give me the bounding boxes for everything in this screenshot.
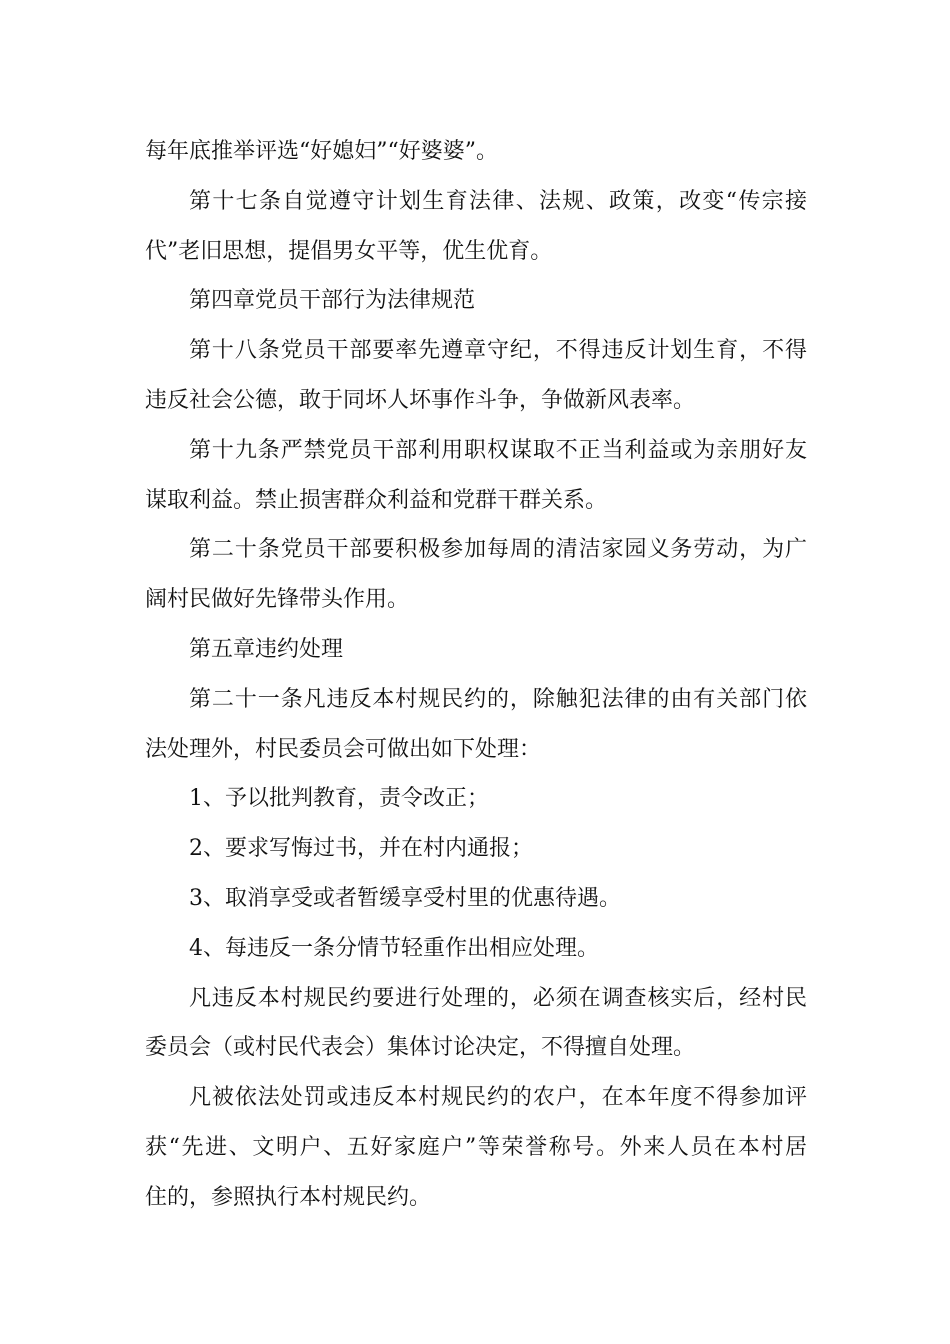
text-line: 第二十一条凡违反本村规民约的，除触犯法律的由有关部门依 (189, 686, 807, 712)
text-line: 第十七条自觉遵守计划生育法律、法规、政策，改变“传宗接 (189, 188, 807, 214)
text-line: 谋取利益。禁止损害群众利益和党群干群关系。 (145, 487, 608, 513)
list-item: 2、要求写悔过书，并在村内通报； (189, 836, 533, 862)
list-item: 1、予以批判教育，责令改正； (189, 786, 489, 812)
text-line: 住的，参照执行本村规民约。 (145, 1184, 432, 1210)
text-line: 违反社会公德，敢于同坏人坏事作斗争，争做新风表率。 (145, 387, 696, 413)
text-line: 凡被依法处罚或违反本村规民约的农户，在本年度不得参加评 (189, 1085, 807, 1111)
text-line: 委员会（或村民代表会）集体讨论决定，不得擅自处理。 (145, 1035, 696, 1061)
list-item: 3、取消享受或者暂缓享受村里的优惠待遇。 (189, 885, 621, 911)
text-line: 代”老旧思想，提倡男女平等，优生优育。 (145, 238, 553, 264)
text-line: 法处理外，村民委员会可做出如下处理： (145, 736, 542, 762)
list-item: 4、每违反一条分情节轻重作出相应处理。 (189, 935, 599, 961)
text-line: 第十九条严禁党员干部利用职权谋取不正当利益或为亲朋好友 (189, 437, 807, 463)
text-line: 阔村民做好先锋带头作用。 (145, 587, 410, 613)
text-line: 获“先进、文明户、五好家庭户”等荣誉称号。外来人员在本村居 (145, 1134, 807, 1160)
text-line: 每年底推举评选“好媳妇”“好婆婆”。 (145, 139, 498, 164)
text-line: 凡违反本村规民约要进行处理的，必须在调查核实后，经村民 (189, 985, 807, 1011)
chapter-heading: 第四章党员干部行为法律规范 (189, 288, 476, 314)
text-line: 第十八条党员干部要率先遵章守纪，不得违反计划生育，不得 (189, 338, 807, 364)
chapter-heading: 第五章违约处理 (189, 636, 344, 662)
document-body (145, 127, 807, 1223)
text-line: 第二十条党员干部要积极参加每周的清洁家园义务劳动，为广 (189, 537, 807, 563)
